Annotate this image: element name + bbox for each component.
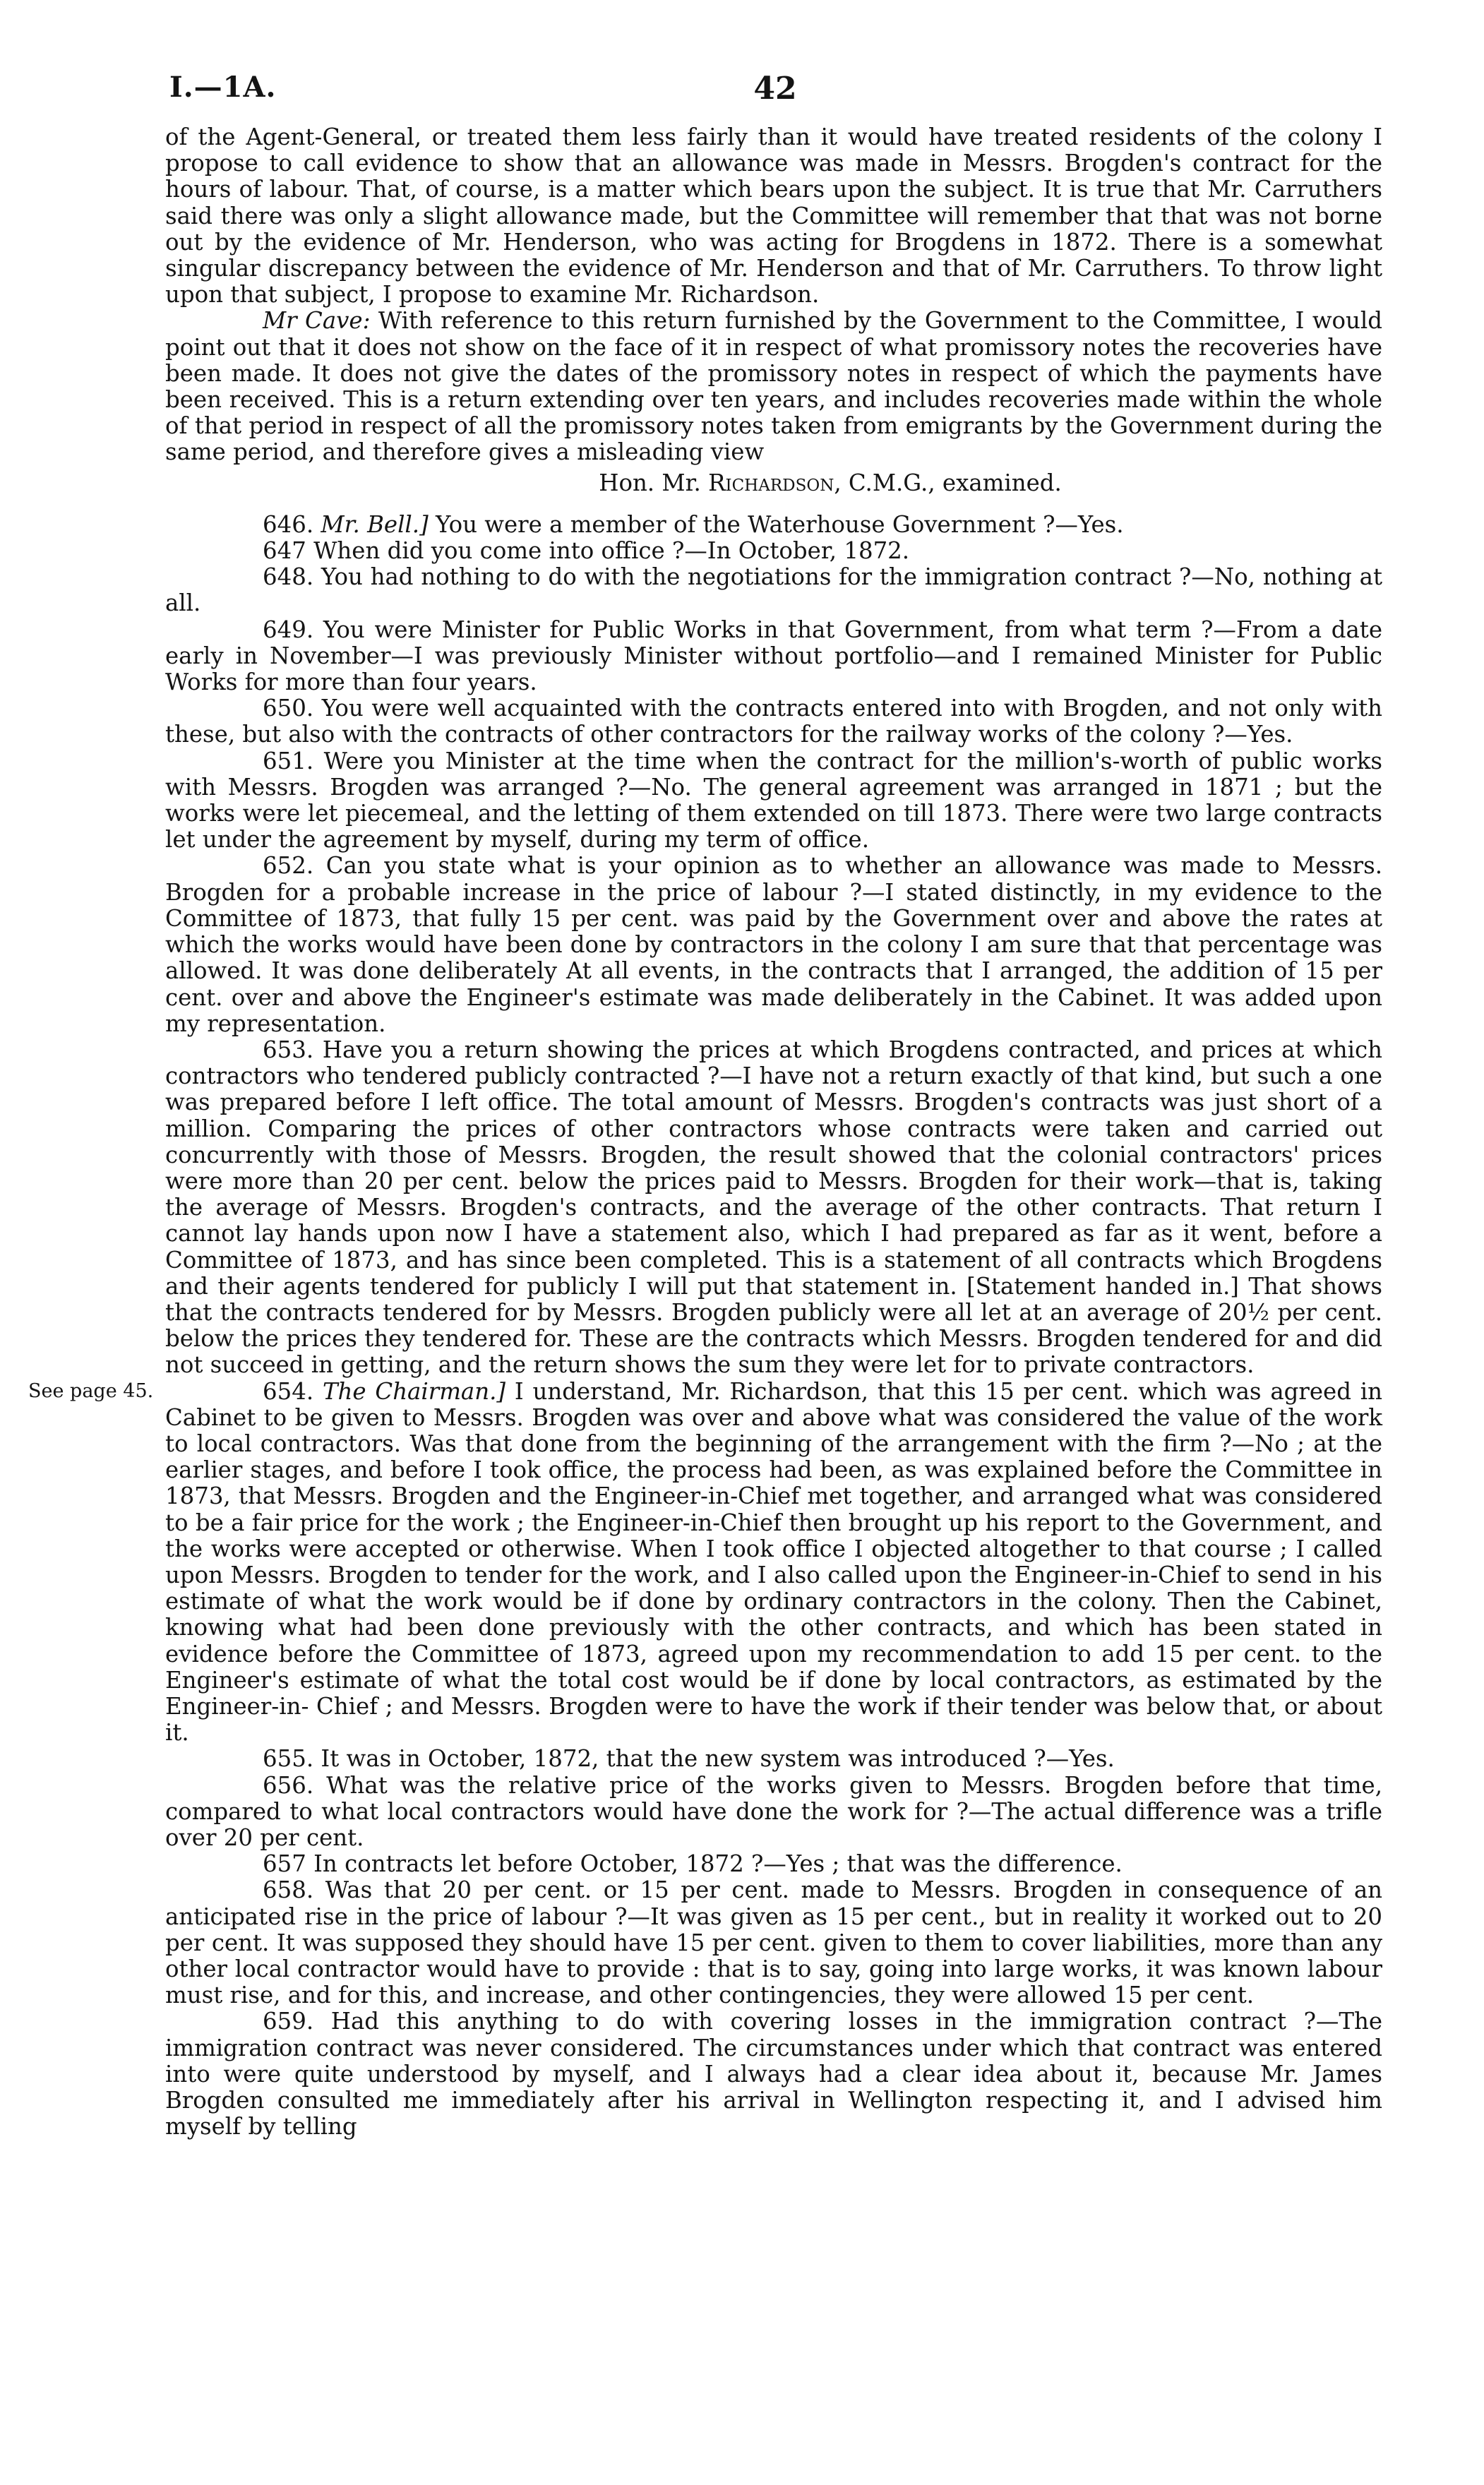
question-651 (165, 748, 1382, 854)
speaker: Mr. Bell.] (321, 510, 429, 538)
question-text: Can you state what is your opinion as to whether an allowance was made to Messrs. Brogden for a probable increase in the price of labour ?—I stated distinctly, in my evidence to the Committee of 1873, that fully 15 per cent. was paid by the Government over and above the rates at which the works would have been done by contractors in the colony I am sure that that percentage was allowed. It was done deliberately At all events, in the contracts that I arranged, the addition of 15 per cent. over and above the Engineer's estimate was made deliberately in the Cabinet. It was added upon my representation. (165, 852, 1382, 1037)
question-653 (165, 1037, 1382, 1379)
question-text: In contracts let before October, 1872 ?—Yes ; that was the difference. (306, 1850, 1123, 1878)
question-text: Were you Minister at the time when the contract for the million's-worth of public works with Messrs. Brogden was arranged ?—No. The general agreement was arranged in 1871 ; but the works were let piecemeal, and the letting of them extended on till 1873. There were two large contracts let under the agreement by myself, during my term of office. (165, 747, 1382, 854)
witness-name: Richardson (708, 469, 834, 496)
paragraph-text: With reference to this return furnished by the Government to the Committee, I would point out that it does not show on the face of it in respect of what promissory notes the recoveries have been made. It does not give the dates of the promissory notes in respect of which the payments have been received. This is a return extending over ten years, and includes recoveries made within the whole of that period in respect of all the promissory notes taken from emigrants by the Government during the same period, and therefore gives a misleading view (165, 307, 1382, 466)
question-number: 652. (263, 852, 314, 880)
question-text: Have you a return showing the prices at which Brogdens contracted, and prices at which contractors who tendered publicly contracted ?—I have not a return exactly of that kind, but such a one was prepared before I left office. The total amount of Messrs. Brogden's contracts was just short of a million. Comparing the prices of other contractors whose contracts were taken and carried out concurrently with those of Messrs. Brogden, the result showed that the colonial contractors' prices were more than 20 per cent. below the prices paid to Messrs. Brogden for their work—that is, taking the average of Messrs. Brogden's contracts, and the average of the other contracts. That return I cannot lay hands upon now I have a statement also, which I had prepared as far as it went, before a Committee of 1873, and has since been completed. This is a statement of all contracts which Brogdens and their agents tendered for publicly I will put that statement in. [Statement handed in.] That shows that the contracts tendered for by Messrs. Brogden publicly were all let at an average of 20½ per cent. below the prices they tendered for. These are the contracts which Messrs. Brogden tendered for and did not succeed in getting, and the return shows the sum they were let for to private contractors. (165, 1036, 1382, 1379)
question-text: Had this anything to do with covering losses in the immigration contract ?—The immigration contract was never considered. The circumstances under which that contract was entered into were quite understood by myself, and I always had a clear idea about it, because Mr. James Brogden consulted me immediately after his arrival in Wellington respecting it, and I advised him myself by telling (165, 2008, 1382, 2140)
question-656 (165, 1773, 1382, 1852)
witness-prefix: Hon. Mr. (599, 469, 709, 496)
paragraph-text: of the Agent-General, or treated them less fairly than it would have treated residents of the colony I propose to call evidence to show that an allowance was made in Messrs. Brogden's contract for the hours of labour. That, of course, is a matter which bears upon the subject. It is true that Mr. Carruthers said there was only a slight allowance made, but the Committee will remember that that was not borne out by the evidence of Mr. Henderson, who was acting for Brogdens in 1872. There is a somewhat singular discrepancy between the evidence of Mr. Henderson and that of Mr. Carruthers. To throw light upon that subject, I propose to examine Mr. Richardson. (165, 124, 1382, 309)
paragraph (165, 124, 1382, 308)
question-659 (165, 2008, 1382, 2140)
question-number: 654. (263, 1377, 314, 1405)
question-text: You were a member of the Waterhouse Government ?—Yes. (428, 510, 1124, 538)
page-number: 42 (753, 71, 797, 107)
question-652 (165, 853, 1382, 1036)
question-number: 653. (263, 1036, 314, 1063)
speaker: Mr Cave: (263, 307, 371, 335)
question-number: 655. (263, 1745, 314, 1773)
margin-note: See page 45. (28, 1380, 154, 1402)
question-number: 648. (263, 563, 314, 591)
question-text: When did you come into office ?—In October, 1872. (306, 537, 910, 565)
question-number: 649. (263, 616, 314, 643)
question-number: 647 (263, 537, 306, 565)
question-text: You had nothing to do with the negotiations for the immigration contract ?—No, nothing at all. (165, 563, 1382, 617)
paragraph (165, 308, 1382, 465)
page-header (169, 71, 1381, 113)
question-number: 646. (263, 510, 314, 538)
question-number: 650. (263, 695, 314, 722)
witness-suffix: , C.M.G., examined. (834, 469, 1062, 496)
question-657 (165, 1851, 1382, 1877)
question-650 (165, 695, 1382, 748)
question-text: It was in October, 1872, that the new system was introduced ?—Yes. (313, 1745, 1115, 1773)
question-text: Was that 20 per cent. or 15 per cent. made to Messrs. Brogden in consequence of an anticipated rise in the price of labour ?—It was given as 15 per cent., but in reality it worked out to 20 per cent. It was supposed they should have 15 per cent. given to them to cover liabilities, more than any other local contractor would have to provide : that is to say, going into large works, it was known labour must rise, and for this, and increase, and other contingencies, they were allowed 15 per cent. (165, 1876, 1382, 2009)
question-number: 651. (263, 747, 314, 774)
document-body (165, 124, 1382, 2140)
question-number: 659. (263, 2008, 314, 2035)
question-number: 657 (263, 1850, 306, 1878)
question-655 (165, 1746, 1382, 1772)
question-number: 658. (263, 1876, 314, 1904)
witness-heading (165, 470, 1382, 496)
question-649 (165, 617, 1382, 696)
question-number: 656. (263, 1771, 314, 1799)
question-654 (165, 1379, 1382, 1747)
question-text: What was the relative price of the works given to Messrs. Brogden before that time, compared to what local contractors would have done the work for ?—The actual difference was a trifle over 20 per cent. (165, 1771, 1382, 1851)
question-647 (165, 538, 1382, 564)
paper-code: I.—1A. (169, 71, 277, 104)
question-646 (165, 512, 1382, 538)
question-text: I understand, Mr. Richardson, that this 15 per cent. which was agreed in Cabinet to be given to Messrs. Brogden was over and above what was considered the value of the work to local contractors. Was that done from the beginning of the arrangement with the firm ?—No ; at the earlier stages, and before I took office, the process had been, as was explained before the Committee in 1873, that Messrs. Brogden and the Engineer-in-Chief met together, and arranged what was considered to be a fair price for the work ; the Engineer-in-Chief then brought up his report to the Government, and the works were accepted or otherwise. When I took office I objected altogether to that course ; I called upon Messrs. Brogden to tender for the work, and I also called upon the Engineer-in-Chief to send in his estimate of what the work would be if done by ordinary contractors in the colony. Then the Cabinet, knowing what had been done previously with the other contracts, and which has been stated in evidence before the Committee of 1873, agreed upon my recommendation to add 15 per cent. to the Engineer's estimate of what the total cost would be if done by local contractors, as estimated by the Engineer-in- Chief ; and Messrs. Brogden were to have the work if their tender was below that, or about it. (165, 1377, 1382, 1747)
question-text: You were Minister for Public Works in that Government, from what term ?—From a date early in November—I was previously Minister without portfolio—and I remained Minister for Public Works for more than four years. (165, 616, 1382, 696)
question-648 (165, 564, 1382, 616)
question-text: You were well acquainted with the contracts entered into with Brogden, and not only with these, but also with the contracts of other contractors for the railway works of the colony ?—Yes. (165, 695, 1382, 748)
question-658 (165, 1877, 1382, 2008)
speaker: The Chairman.] (322, 1377, 506, 1405)
